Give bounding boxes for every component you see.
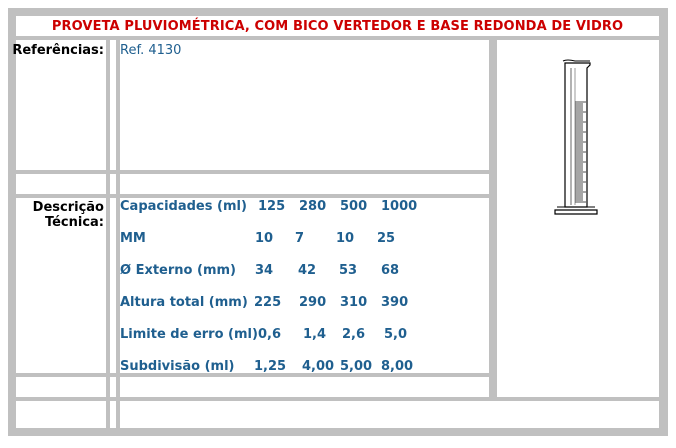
spec-value: 1,25 [254,359,287,374]
spec-value: 5,00 [340,359,373,374]
spec-value: 290 [299,295,327,310]
spec-name: Capacidades (ml) [120,199,247,214]
spec-value: 8,00 [381,359,414,374]
gap-cell-2 [110,174,116,194]
spec-row-capacidades [120,199,500,215]
spec-row-externo [120,263,500,279]
specs-cell [120,198,489,373]
spec-value: 53 [339,263,358,278]
reference-value: Ref. 4130 [120,43,182,58]
gap-cell-1 [110,40,116,170]
footer-label-cell [16,401,106,428]
spec-value: 1000 [381,199,418,214]
gap-cell-3 [110,198,116,373]
spec-value: 390 [381,295,409,310]
spec-row-altura [120,295,500,311]
spec-value: 10 [255,231,274,246]
spec-value: 2,6 [342,327,366,342]
footer-value-cell [120,401,659,428]
product-image-cell [497,40,659,397]
spacer-value-cell-2 [120,377,489,397]
spec-value: 7 [295,231,305,246]
product-sheet-frame [8,8,668,436]
spec-value: 34 [255,263,274,278]
spec-value: 4,00 [302,359,335,374]
spec-value: 125 [258,199,286,214]
spec-value: 68 [381,263,400,278]
spec-name: Limite de erro (ml) [120,327,258,342]
spec-row-limite [120,327,500,343]
spec-value: 500 [340,199,368,214]
spec-value: 310 [340,295,368,310]
cylinder-body [555,60,597,214]
gap-cell-4 [110,377,116,397]
description-label-cell [16,198,106,373]
description-label [33,200,104,230]
spec-name: Altura total (mm) [120,295,248,310]
spec-value: 5,0 [384,327,408,342]
graduated-cylinder-icon [497,40,659,397]
description-label-line2: Técnica: [44,215,104,230]
spec-value: 0,6 [258,327,282,342]
spec-name: Ø Externo (mm) [120,263,236,278]
references-label-cell [12,40,106,170]
product-title: PROVETA PLUVIOMÉTRICA, COM BICO VERTEDOR E BASE REDONDA DE VIDRO [16,16,659,36]
spacer-label-cell-1 [16,174,106,194]
gap-cell-5 [110,401,116,428]
spec-name: MM [120,231,146,246]
spec-value: 42 [298,263,317,278]
spacer-label-cell-2 [16,377,106,397]
description-label-line1: Descrição [32,200,104,215]
graduation-marks [575,102,586,202]
spec-value: 10 [336,231,355,246]
spec-row-mm [120,231,500,247]
spec-row-subdivisao [120,359,500,375]
spec-value: 280 [299,199,327,214]
spec-value: 1,4 [303,327,327,342]
references-label: Referências: [12,43,104,58]
spec-name: Subdivisão (ml) [120,359,235,374]
spec-value: 25 [377,231,396,246]
spec-value: 225 [254,295,282,310]
spacer-value-cell-1 [120,174,489,194]
references-value-cell [120,40,489,170]
